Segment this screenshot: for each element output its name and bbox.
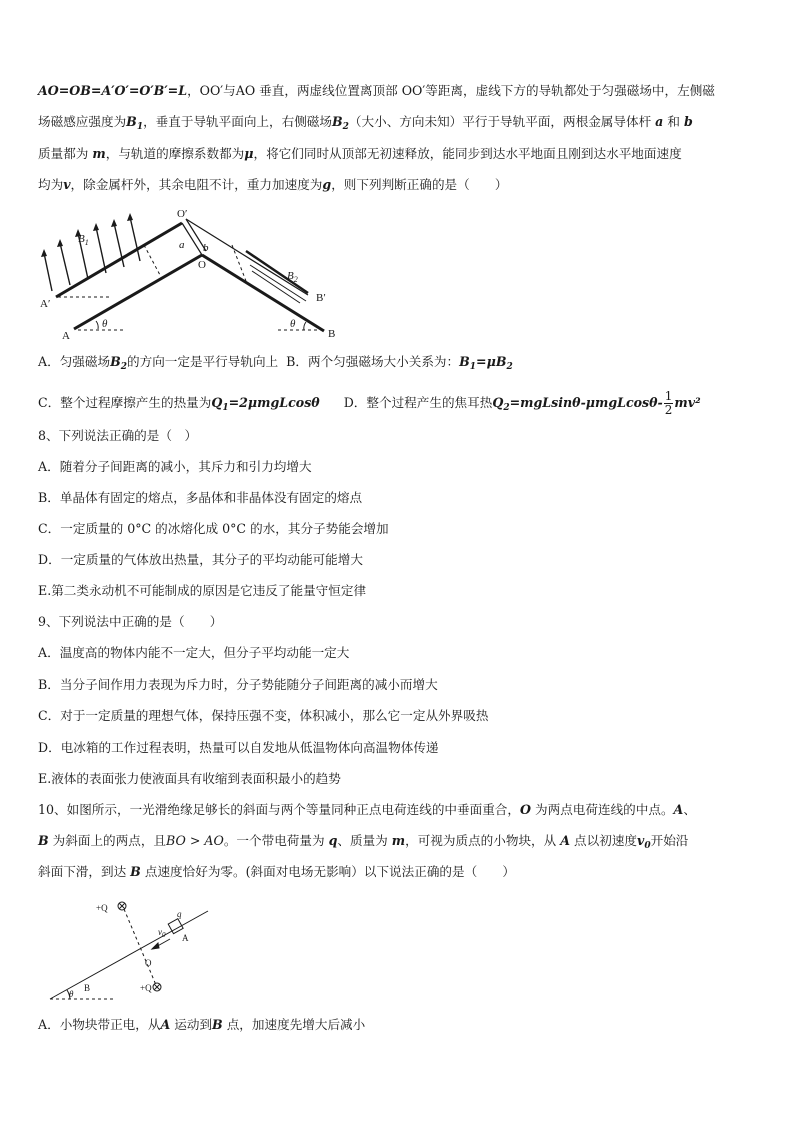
- q9-option-d: D．电冰箱的工作过程表明，热量可以自发地从低温物体向高温物体传递: [38, 740, 439, 755]
- svg-text:θ: θ: [69, 989, 74, 999]
- svg-text:A′: A′: [40, 298, 51, 310]
- q7-intro-line3: 质量都为 m，与轨道的摩擦系数都为μ，将它们同时从顶部无初速释放，能同步到达水平地面且刚到达水平地面速度: [38, 146, 682, 161]
- svg-text:b: b: [203, 242, 209, 254]
- svg-text:a: a: [179, 239, 185, 251]
- svg-text:v0: $v_0$: [158, 927, 166, 939]
- svg-text:θ: θ: [290, 318, 296, 330]
- q7-rail-diagram: [36, 205, 356, 345]
- b1-field-arrows: [44, 217, 140, 291]
- svg-text:O: O: [145, 958, 152, 968]
- q7-intro-line2: 场磁感应强度为$B_1$，垂直于导轨平面向上，右侧磁场$B_2$（大小、方向未知）平行于导轨平面，两根金属导体杆 a 和 b: [38, 114, 693, 132]
- q8-option-e: E.第二类永动机不可能制成的原因是它违反了能量守恒定律: [38, 583, 367, 598]
- q8-stem: 8、下列说法正确的是（ ）: [38, 428, 198, 443]
- svg-text:θ: θ: [102, 318, 108, 330]
- svg-text:B: B: [328, 328, 336, 340]
- svg-text:+Q: +Q: [140, 983, 152, 993]
- svg-text:B1: $B_1$: [78, 233, 89, 247]
- q7-equation: AO=OB=A′O′=O′B′=L: [38, 83, 188, 98]
- q10-option-a: A．小物块带正电，从A 运动到B 点，加速度先增大后减小: [38, 1017, 366, 1032]
- q8-option-b: B．单晶体有固定的熔点，多晶体和非晶体没有固定的熔点: [38, 490, 363, 505]
- svg-text:B2: $B_2$: [287, 270, 298, 284]
- svg-text:O′: O′: [177, 208, 188, 220]
- q10-stem-line2: B 为斜面上的两点，且BO > AO。一个带电荷量为 q、质量为 m，可视为质点的小物块，从 A 点以初速度$v_0$开始沿: [38, 833, 689, 851]
- q7-intro-line1: AO=OB=A′O′=O′B′=L，OO′与AO 垂直，两虚线位置离顶部 OO′等距离，虚线下方的导轨都处于匀强磁场中，左侧磁: [38, 83, 715, 98]
- q8-option-c: C．一定质量的 0°C 的冰熔化成 0°C 的水，其分子势能会增加: [38, 521, 389, 536]
- q7-intro-line4: 均为v，除金属杆外，其余电阻不计，重力加速度为g，则下列判断正确的是（ ）: [38, 177, 508, 192]
- q9-option-a: A．温度高的物体内能不一定大，但分子平均动能一定大: [38, 645, 350, 660]
- svg-text:A: A: [182, 933, 189, 943]
- q8-option-a: A．随着分子间距离的减小，其斥力和引力均增大: [38, 459, 312, 474]
- svg-text:B′: B′: [316, 292, 326, 304]
- q10-stem-line3: 斜面下滑，到达 B 点速度恰好为零。(斜面对电场无影响）以下说法正确的是（ ）: [38, 864, 515, 879]
- q7-options-cd: C．整个过程摩擦产生的热量为$Q_1=2\mu mgLcos\theta$ D．整个过程产生的焦耳热$Q_2=mgLsin\theta-\mu mgLcos\theta-$ $\frac{1}{2}$ mv²: [38, 389, 701, 417]
- svg-text:q: q: [177, 909, 182, 919]
- q8-option-d: D．一定质量的气体放出热量，其分子的平均动能可能增大: [38, 552, 363, 567]
- q7-options-ab: A．匀强磁场$B_2$的方向一定是平行导轨向上 B．两个匀强磁场大小关系为：$B_1=\mu B_2$: [38, 354, 513, 372]
- svg-text:B: B: [84, 983, 91, 993]
- svg-text:A: A: [62, 330, 70, 342]
- q9-option-b: B．当分子间作用力表现为斥力时，分子势能随分子间距离的减小而增大: [38, 677, 438, 692]
- q9-stem: 9、下列说法中正确的是（ ）: [38, 614, 223, 629]
- q10-stem-line1: 10、如图所示，一光滑绝缘足够长的斜面与两个等量同种正点电荷连线的中垂面重合，O 为两点电荷连线的中点。A、: [38, 802, 696, 817]
- svg-text:O: O: [198, 259, 206, 271]
- svg-text:+Q: +Q: [96, 903, 108, 913]
- q10-incline-diagram: [44, 895, 224, 1005]
- q9-option-e: E.液体的表面张力使液面具有收缩到表面积最小的趋势: [38, 771, 341, 786]
- q9-option-c: C．对于一定质量的理想气体，保持压强不变，体积减小，那么它一定从外界吸热: [38, 708, 489, 723]
